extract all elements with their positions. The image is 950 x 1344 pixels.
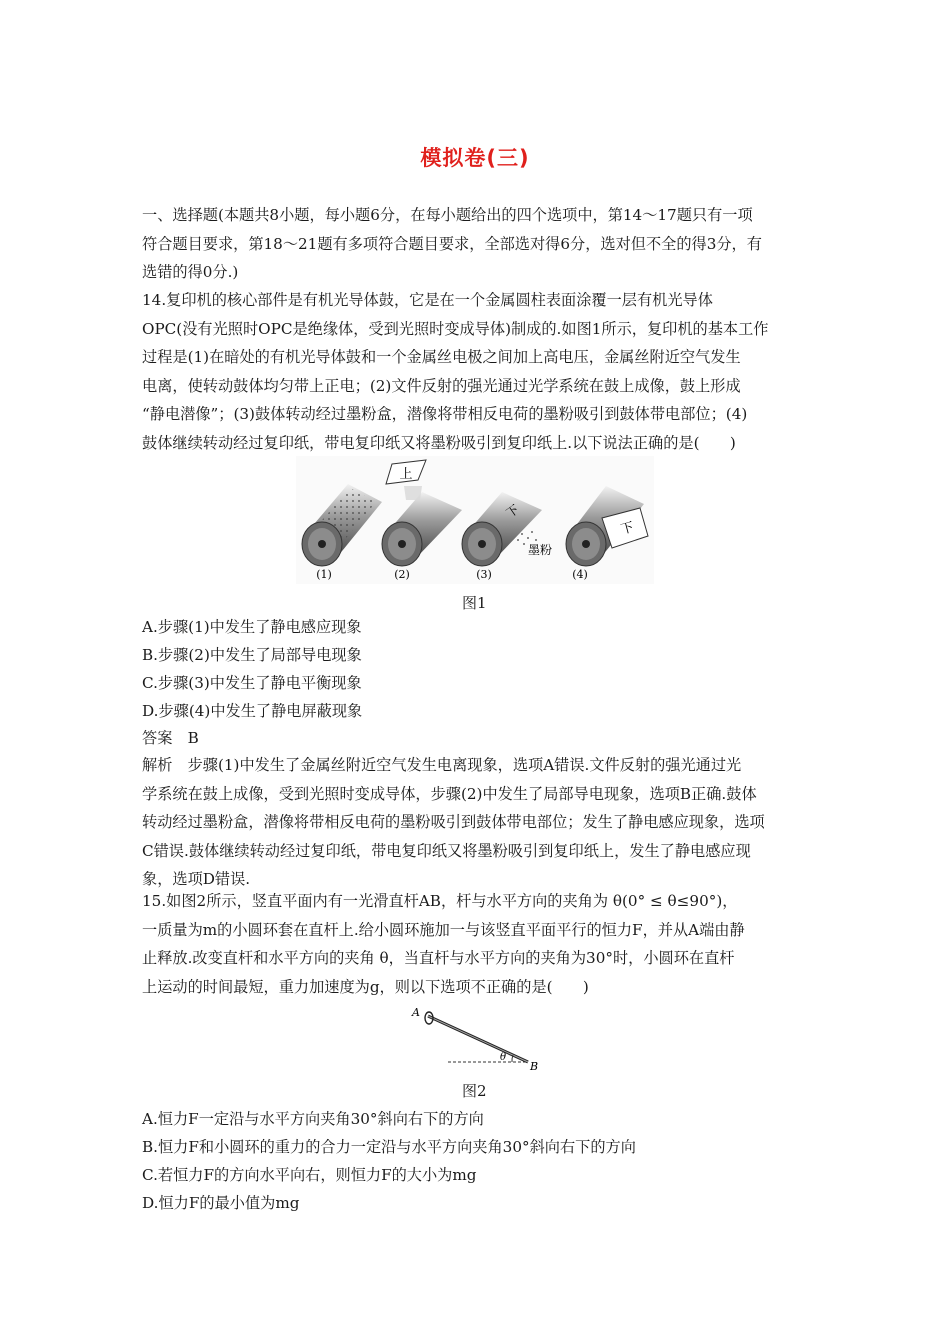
text-line: 转动经过墨粉盒，潜像将带相反电荷的墨粉吸引到鼓体带电部位；发生了静电感应现象，选项: [142, 813, 765, 832]
text-line: “静电潜像”；(3)鼓体转动经过墨粉盒，潜像将带相反电荷的墨粉吸引到鼓体带电部位；(4): [142, 405, 748, 424]
text-line: 象，选项D错误.: [142, 870, 251, 889]
text-line: 符合题目要求，第18～21题有多项符合题目要求，全部选对得6分，选对但不全的得3分，有: [142, 234, 762, 253]
question-14-analysis: [142, 751, 810, 894]
text-line: 电离，使转动鼓体均匀带上正电；(2)文件反射的强光通过光学系统在鼓上成像，鼓上形成: [142, 376, 741, 395]
option-b: B.恒力F和小圆环的重力的合力一定沿与水平方向夹角30°斜向右下的方向: [142, 1138, 636, 1156]
text-line: 上运动的时间最短，重力加速度为g，则以下选项不正确的是( ): [142, 977, 589, 996]
question-15-stem: [142, 887, 810, 1001]
text-line: 止释放.改变直杆和水平方向的夹角 θ，当直杆与水平方向的夹角为30°时，小圆环在直杆: [142, 949, 735, 968]
step-label: (3): [476, 568, 492, 581]
figure-2-inclined-rod: [408, 1002, 544, 1074]
step-label: (4): [572, 568, 588, 581]
toner-label: 墨粉: [528, 543, 553, 557]
step-label: (1): [316, 568, 332, 581]
figure-1-caption: 图1: [462, 594, 487, 612]
text-line: 学系统在鼓上成像，受到光照时变成导体，步骤(2)中发生了局部导电现象，选项B正确.鼓体: [142, 784, 757, 803]
page-title: 模拟卷(三): [420, 146, 530, 170]
text-line: 14.复印机的核心部件是有机光导体鼓，它是在一个金属圆柱表面涂覆一层有机光导体: [142, 291, 713, 309]
option-a: A.恒力F一定沿与水平方向夹角30°斜向右下的方向: [142, 1110, 484, 1128]
text-line: C错误.鼓体继续转动经过复印纸，带电复印纸又将墨粉吸引到复印纸上，发生了静电感应现: [142, 841, 751, 860]
label-b: B: [530, 1060, 539, 1073]
text-line: 15.如图2所示，竖直平面内有一光滑直杆AB，杆与水平方向的夹角为 θ(0° ≤ θ≤90°)，: [142, 892, 738, 910]
text-line: 过程是(1)在暗处的有机光导体鼓和一个金属丝电极之间加上高电压，金属丝附近空气发生: [142, 348, 741, 367]
figure-2-caption: 图2: [462, 1082, 487, 1100]
text-line: 鼓体继续转动经过复印纸，带电复印纸又将墨粉吸引到复印纸上.以下说法正确的是( ): [142, 433, 736, 452]
option-c: C.若恒力F的方向水平向右，则恒力F的大小为mg: [142, 1166, 477, 1184]
option-c: C.步骤(3)中发生了静电平衡现象: [142, 674, 362, 692]
paper-char-top: 上: [399, 467, 413, 482]
answer-line: 答案 B: [142, 729, 199, 747]
step-label: (2): [394, 568, 410, 581]
section-intro: [142, 201, 810, 287]
theta-label: θ: [500, 1052, 507, 1063]
option-b: B.步骤(2)中发生了局部导电现象: [142, 646, 362, 664]
text-line: 一质量为m的小圆环套在直杆上.给小圆环施加一与该竖直平面平行的恒力F，并从A端由静: [142, 920, 745, 939]
figure-1-copier-drums: [296, 456, 654, 584]
paper-char-bottom: 下: [619, 520, 636, 538]
text-line: OPC(没有光照时OPC是绝缘体，受到光照时变成导体)制成的.如图1所示，复印机的基本工作: [142, 319, 769, 338]
question-14-stem: [142, 286, 810, 458]
latent-image-char: 下: [503, 502, 522, 521]
label-a: A: [412, 1006, 420, 1019]
option-d: D.恒力F的最小值为mg: [142, 1194, 300, 1212]
text-line: 解析 步骤(1)中发生了金属丝附近空气发生电离现象，选项A错误.文件反射的强光通过光: [142, 756, 742, 774]
option-a: A.步骤(1)中发生了静电感应现象: [142, 618, 362, 636]
text-line: 一、选择题(本题共8小题，每小题6分，在每小题给出的四个选项中，第14～17题只有一项: [142, 206, 753, 224]
option-d: D.步骤(4)中发生了静电屏蔽现象: [142, 702, 363, 720]
text-line: 选错的得0分.): [142, 263, 239, 282]
